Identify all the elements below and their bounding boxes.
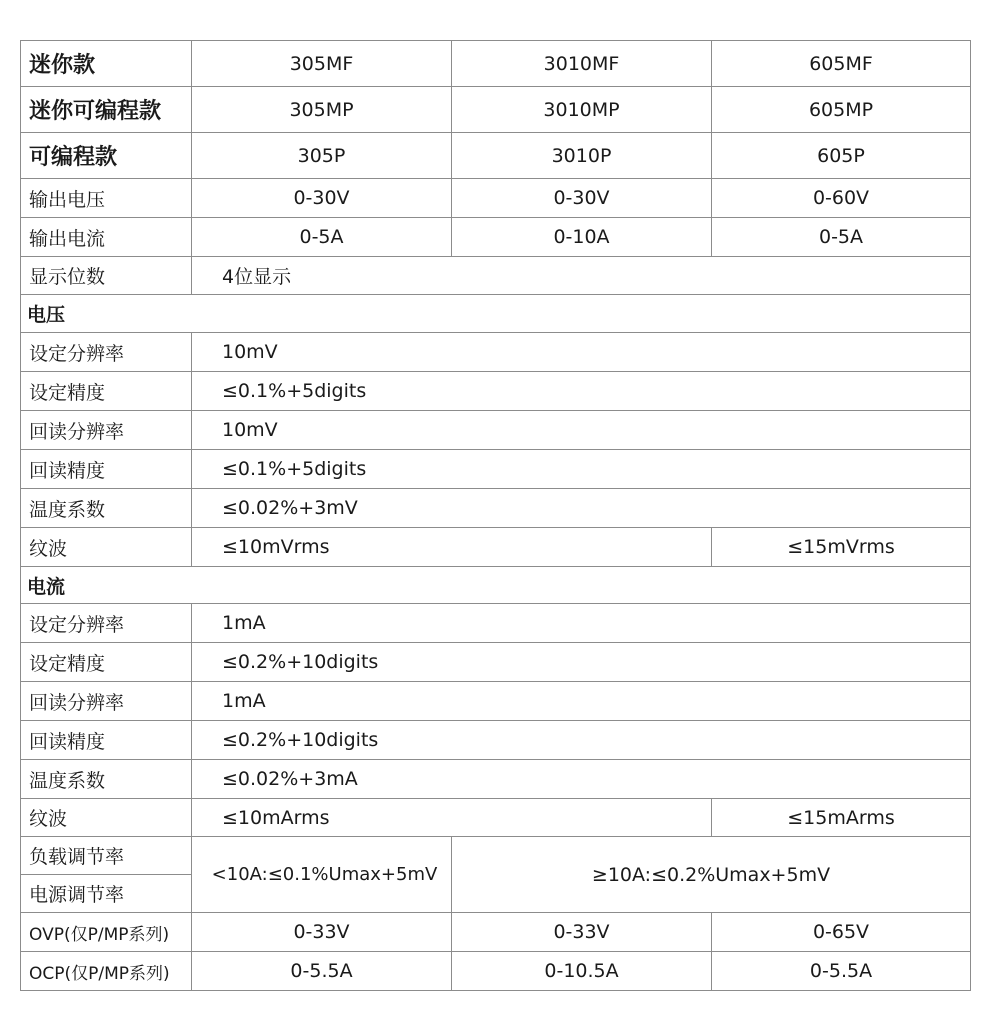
cell-value: ≤10mVrms [192, 528, 712, 567]
row-label: 回读精度 [21, 450, 192, 489]
cell-value: ≤0.2%+10digits [192, 643, 971, 682]
row-load-regulation [21, 837, 971, 875]
row-v-set-resolution [21, 333, 971, 372]
row-label: 温度系数 [21, 760, 192, 799]
row-label: 电源调节率 [21, 875, 192, 913]
cell-value: ≤0.1%+5digits [192, 372, 971, 411]
row-mini-prog [21, 87, 971, 133]
model-605mp: 605MP [712, 87, 971, 133]
cell-value: 0-5.5A [192, 952, 452, 991]
row-v-temp-coeff [21, 489, 971, 528]
row-c-ripple [21, 799, 971, 837]
cell-value: 0-60V [712, 179, 971, 218]
cell-value: 10mV [192, 411, 971, 450]
row-label: 纹波 [21, 799, 192, 837]
row-c-set-accuracy [21, 643, 971, 682]
row-mini [21, 41, 971, 87]
model-305p: 305P [192, 133, 452, 179]
cell-value: ≤15mVrms [712, 528, 971, 567]
model-3010mp: 3010MP [452, 87, 712, 133]
row-c-readback-resolution [21, 682, 971, 721]
cell-value: 1mA [192, 682, 971, 721]
cell-value: 4位显示 [192, 257, 971, 295]
row-label: 回读分辨率 [21, 682, 192, 721]
cell-value: 10mV [192, 333, 971, 372]
row-label: 设定分辨率 [21, 604, 192, 643]
row-label: OCP(仅P/MP系列) [21, 952, 192, 991]
cell-value: ≤15mArms [712, 799, 971, 837]
row-label: 设定精度 [21, 372, 192, 411]
row-label: 纹波 [21, 528, 192, 567]
cell-value: 0-5.5A [712, 952, 971, 991]
cell-value: ≤0.1%+5digits [192, 450, 971, 489]
row-output-current [21, 218, 971, 257]
regulation-value-low: <10A:≤0.1%Umax+5mV [192, 837, 452, 913]
row-label: 负载调节率 [21, 837, 192, 875]
model-3010mf: 3010MF [452, 41, 712, 87]
row-label: 温度系数 [21, 489, 192, 528]
model-3010p: 3010P [452, 133, 712, 179]
row-ocp [21, 952, 971, 991]
row-label: 设定精度 [21, 643, 192, 682]
section-title: 电流 [21, 567, 971, 604]
row-v-readback-resolution [21, 411, 971, 450]
row-label: 设定分辨率 [21, 333, 192, 372]
cell-value: 0-33V [192, 913, 452, 952]
row-c-temp-coeff [21, 760, 971, 799]
row-label: 迷你可编程款 [21, 87, 192, 133]
spec-table [20, 40, 971, 991]
row-display-digits [21, 257, 971, 295]
model-305mf: 305MF [192, 41, 452, 87]
regulation-value-high: ≥10A:≤0.2%Umax+5mV [452, 837, 971, 913]
cell-value: 0-33V [452, 913, 712, 952]
row-v-set-accuracy [21, 372, 971, 411]
row-label: 迷你款 [21, 41, 192, 87]
cell-value: 0-30V [192, 179, 452, 218]
row-label: 可编程款 [21, 133, 192, 179]
cell-value: 0-5A [712, 218, 971, 257]
cell-value: 0-10.5A [452, 952, 712, 991]
section-title: 电压 [21, 295, 971, 333]
row-v-ripple [21, 528, 971, 567]
model-305mp: 305MP [192, 87, 452, 133]
row-c-set-resolution [21, 604, 971, 643]
row-v-readback-accuracy [21, 450, 971, 489]
row-label: 输出电流 [21, 218, 192, 257]
cell-value: 0-10A [452, 218, 712, 257]
section-current [21, 567, 971, 604]
cell-value: ≤0.02%+3mA [192, 760, 971, 799]
section-voltage [21, 295, 971, 333]
cell-value: ≤10mArms [192, 799, 712, 837]
row-label: 显示位数 [21, 257, 192, 295]
row-output-voltage [21, 179, 971, 218]
row-label: OVP(仅P/MP系列) [21, 913, 192, 952]
row-label: 回读分辨率 [21, 411, 192, 450]
cell-value: ≤0.02%+3mV [192, 489, 971, 528]
cell-value: 0-30V [452, 179, 712, 218]
cell-value: 1mA [192, 604, 971, 643]
row-label: 回读精度 [21, 721, 192, 760]
row-prog [21, 133, 971, 179]
model-605p: 605P [712, 133, 971, 179]
cell-value: ≤0.2%+10digits [192, 721, 971, 760]
cell-value: 0-5A [192, 218, 452, 257]
row-c-readback-accuracy [21, 721, 971, 760]
row-ovp [21, 913, 971, 952]
cell-value: 0-65V [712, 913, 971, 952]
model-605mf: 605MF [712, 41, 971, 87]
row-label: 输出电压 [21, 179, 192, 218]
